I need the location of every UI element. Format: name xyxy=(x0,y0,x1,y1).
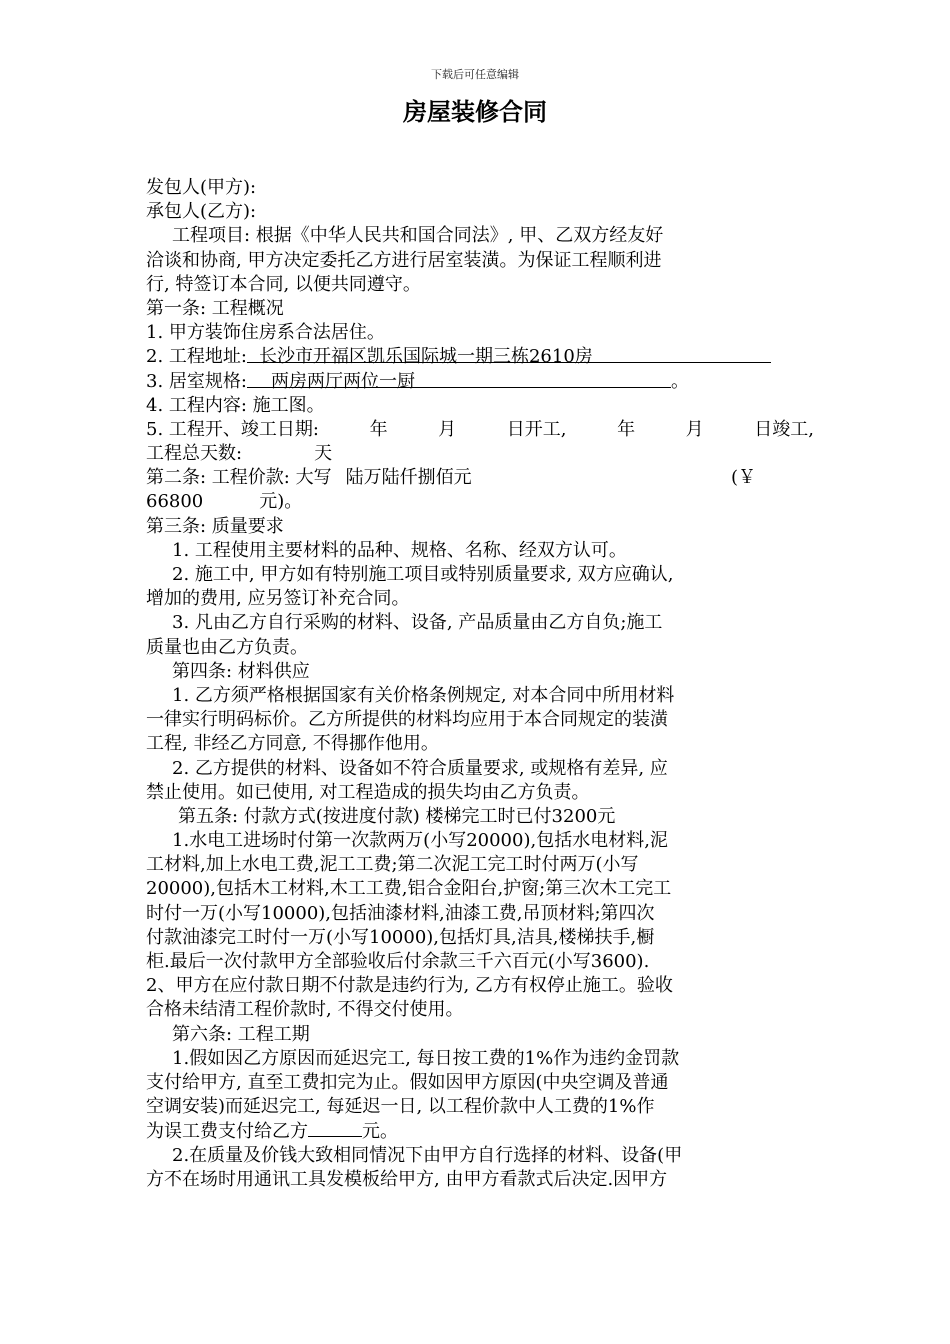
party-b-line: 承包人(乙方): xyxy=(146,201,257,223)
paragraph-line: 1. 工程使用主要材料的品种、规格、名称、经双方认可。 xyxy=(172,539,627,561)
delay-fee-label: 为误工费支付给乙方 xyxy=(146,1121,308,1143)
project-address-value: 长沙市开福区凯乐国际城一期三栋2610房 xyxy=(258,346,593,368)
paragraph-line: 空调安装)而延迟完工, 每延迟一日, 以工程价款中人工费的1%作 xyxy=(146,1096,655,1118)
end-year-label: 年 xyxy=(617,418,636,440)
paragraph-line: 洽谈和协商, 甲方决定委托乙方进行居室装潢。为保证工程顺利进 xyxy=(146,249,662,271)
paragraph-line: 工程, 非经乙方同意, 不得挪作他用。 xyxy=(146,733,439,755)
start-month-label: 月 xyxy=(438,418,457,440)
paragraph-line: 2. 施工中, 甲方如有特别施工项目或特别质量要求, 双方应确认, xyxy=(172,564,674,585)
price-unit: 元)。 xyxy=(259,491,303,513)
article-heading: 第六条: 工程工期 xyxy=(172,1023,310,1045)
project-address-label: 2. 工程地址: xyxy=(146,346,247,368)
delay-fee-line xyxy=(146,1119,814,1143)
price-line xyxy=(146,466,814,490)
paragraph-line: 1.水电工进场时付第一次款两万(小写20000),包括水电材料,泥 xyxy=(172,830,668,852)
paragraph-line: 禁止使用。如已使用, 对工程造成的损失均由乙方负责。 xyxy=(146,781,590,803)
paragraph-line: 工程项目: 根据《中华人民共和国合同法》, 甲、乙双方经友好 xyxy=(172,225,664,247)
paragraph-line: 方不在场时用通讯工具发模板给甲方, 由甲方看款式后决定.因甲方 xyxy=(146,1168,668,1190)
end-day-label: 日竣工, xyxy=(754,418,814,440)
room-spec-label: 3. 居室规格: xyxy=(146,370,247,392)
project-address-field xyxy=(247,345,771,368)
contract-body xyxy=(146,176,814,1192)
article-heading: 第五条: 付款方式(按进度付款) 楼梯完工时已付3200元 xyxy=(178,805,616,827)
delay-fee-blank xyxy=(308,1119,362,1137)
paragraph-line: 1. 乙方须严格根据国家有关价格条例规定, 对本合同中所用材料 xyxy=(172,684,675,706)
paragraph-line: 1. 甲方装饰住房系合法居住。 xyxy=(146,322,385,344)
party-a-line: 发包人(甲方): xyxy=(146,177,257,198)
paragraph-line: 增加的费用, 应另签订补充合同。 xyxy=(146,588,410,610)
price-amount-value: 66800 xyxy=(146,491,204,513)
room-spec-field xyxy=(247,370,671,392)
delay-fee-unit: 元。 xyxy=(362,1121,398,1143)
paragraph-line: 付款油漆完工时付一万(小写10000),包括灯具,洁具,楼梯扶手,橱 xyxy=(146,926,655,948)
paragraph-line: 4. 工程内容: 施工图。 xyxy=(146,394,325,416)
paragraph-line: 2、甲方在应付款日期不付款是违约行为, 乙方有权停止施工。验收 xyxy=(146,975,673,997)
paragraph-line: 支付给甲方, 直至工费扣完为止。假如因甲方原因(中央空调及普通 xyxy=(146,1071,669,1093)
price-in-words: 陆万陆仟捌佰元 xyxy=(345,467,472,489)
paragraph-line: 工材料,加上水电工费,泥工工费;第二次泥工完工时付两万(小写 xyxy=(146,854,639,876)
paragraph-line: 柜.最后一次付款甲方全部验收后付余款三千六百元(小写3600). xyxy=(146,951,650,972)
paragraph-line: 3. 凡由乙方自行采购的材料、设备, 产品质量由乙方自负;施工 xyxy=(172,612,663,634)
price-label: 第二条: 工程价款: 大写 xyxy=(146,467,332,489)
project-address-line xyxy=(146,345,814,369)
room-spec-value: 两房两厅两位一厨 xyxy=(270,370,415,392)
paragraph-line: 合格未结清工程价款时, 不得交付使用。 xyxy=(146,999,464,1021)
article-heading: 第三条: 质量要求 xyxy=(146,515,284,537)
document-title: 房屋装修合同 xyxy=(403,98,547,126)
price-symbol: (￥ xyxy=(730,467,756,489)
paragraph-line: 一律实行明码标价。乙方所提供的材料均应用于本合同规定的装潢 xyxy=(146,709,668,731)
paragraph-line: 1.假如因乙方原因而延迟完工, 每日按工费的1%作为违约金罚款 xyxy=(172,1047,680,1069)
end-month-label: 月 xyxy=(685,418,704,440)
total-days-line xyxy=(146,442,814,466)
paragraph-line: 行, 特签订本合同, 以便共同遵守。 xyxy=(146,273,421,295)
paragraph-line: 20000),包括木工材料,木工工费,铝合金阳台,护窗;第三次木工完工 xyxy=(146,878,672,900)
room-spec-period: 。 xyxy=(670,370,689,392)
schedule-line xyxy=(146,418,814,442)
start-year-label: 年 xyxy=(369,418,388,440)
paragraph-line: 质量也由乙方负责。 xyxy=(146,636,308,658)
paragraph-line: 2.在质量及价钱大致相同情况下由甲方自行选择的材料、设备(甲 xyxy=(172,1144,683,1166)
article-heading: 第四条: 材料供应 xyxy=(172,660,310,682)
article-heading: 第一条: 工程概况 xyxy=(146,297,284,319)
paragraph-line: 2. 乙方提供的材料、设备如不符合质量要求, 或规格有差异, 应 xyxy=(172,757,668,779)
start-day-label: 日开工, xyxy=(506,418,567,440)
schedule-label: 5. 工程开、竣工日期: xyxy=(146,418,319,440)
header-note: 下载后可任意编辑 xyxy=(431,68,519,81)
total-days-unit: 天 xyxy=(314,443,333,465)
paragraph-line: 时付一万(小写10000),包括油漆材料,油漆工费,吊顶材料;第四次 xyxy=(146,902,655,924)
room-spec-line xyxy=(146,370,814,394)
total-days-label: 工程总天数: xyxy=(146,443,243,465)
price-amount-line xyxy=(146,490,814,514)
